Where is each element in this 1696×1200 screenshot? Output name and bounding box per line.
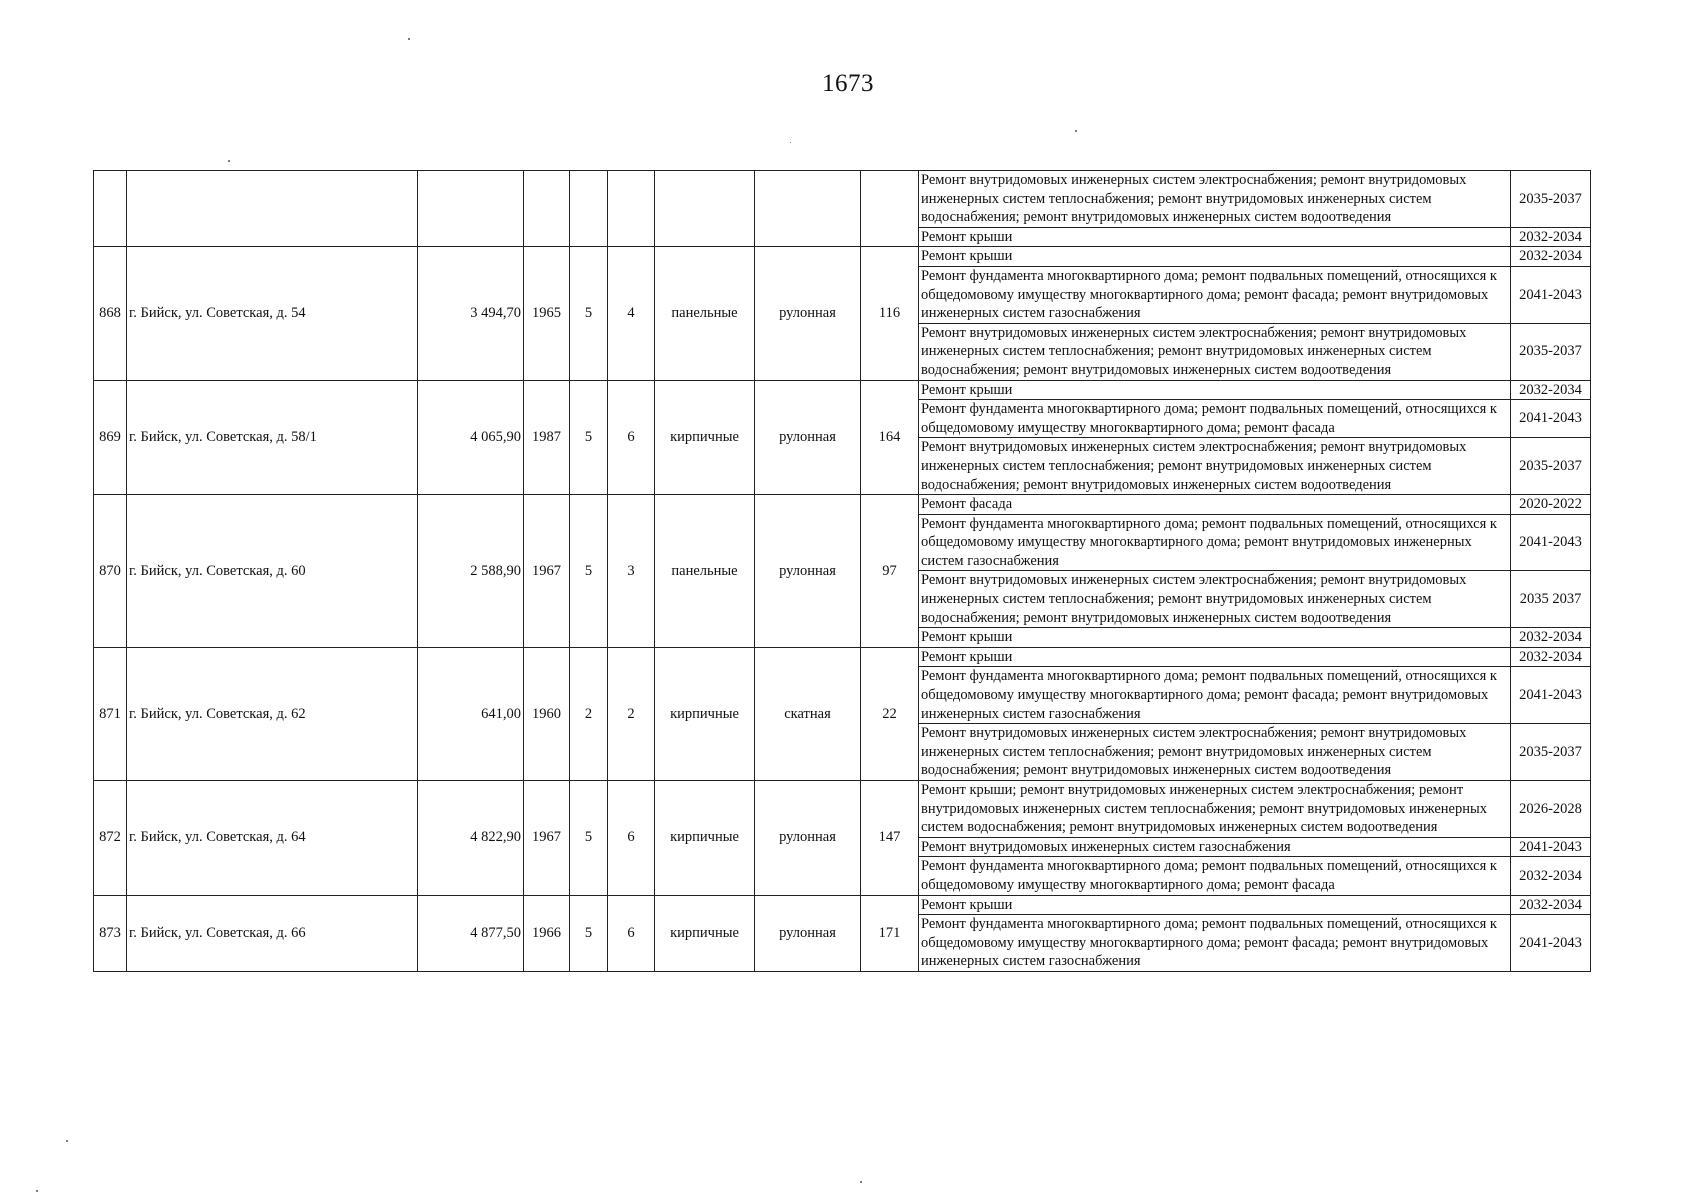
row-number: 870 — [94, 495, 127, 648]
work-period-cell: 2032-2034 — [1511, 247, 1591, 267]
address-cell: г. Бийск, ул. Советская, д. 62 — [127, 647, 418, 780]
year-cell: 1987 — [524, 380, 570, 495]
work-description-cell: Ремонт крыши — [919, 227, 1511, 247]
work-period-cell: 2035-2037 — [1511, 171, 1591, 228]
work-description-cell: Ремонт фундамента многоквартирного дома; ремонт подвальных помещений, относящихся к общедомовому имуществу многоквартирного дома; ремонт фасада — [919, 400, 1511, 438]
table-row — [94, 380, 1591, 400]
work-period-cell: 2032-2034 — [1511, 857, 1591, 895]
work-period-cell: 2032-2034 — [1511, 647, 1591, 667]
area-cell — [418, 171, 524, 247]
row-number: 873 — [94, 895, 127, 971]
address-cell: г. Бийск, ул. Советская, д. 60 — [127, 495, 418, 648]
work-description-cell: Ремонт фундамента многоквартирного дома; ремонт подвальных помещений, относящихся к общедомовому имуществу многоквартирного дома; ремонт фасада; ремонт внутридомовых инженерных систем газоснабжения — [919, 266, 1511, 323]
year-cell: 1966 — [524, 895, 570, 971]
roof-type-cell: рулонная — [755, 781, 861, 896]
floors-cell: 5 — [570, 895, 608, 971]
residents-cell: 164 — [861, 380, 919, 495]
work-description-cell: Ремонт крыши — [919, 895, 1511, 915]
walls-material-cell: кирпичные — [655, 380, 755, 495]
area-cell: 4 822,90 — [418, 781, 524, 896]
area-cell: 4 877,50 — [418, 895, 524, 971]
scan-speck — [790, 142, 791, 143]
work-period-cell: 2035-2037 — [1511, 438, 1591, 495]
work-period-cell: 2041-2043 — [1511, 266, 1591, 323]
work-description-cell: Ремонт крыши — [919, 247, 1511, 267]
walls-material-cell: кирпичные — [655, 781, 755, 896]
work-period-cell: 2035-2037 — [1511, 323, 1591, 380]
work-description-cell: Ремонт фасада — [919, 495, 1511, 515]
page-number: 1673 — [822, 70, 874, 97]
work-description-cell: Ремонт крыши; ремонт внутридомовых инженерных систем электроснабжения; ремонт внутридомовых инженерных систем теплоснабжения; ремонт внутридомовых инженерных систем водоснабжения; ремонт внутридомовых инженерных систем водоотведения — [919, 781, 1511, 838]
table-row — [94, 895, 1591, 915]
work-description-cell: Ремонт внутридомовых инженерных систем электроснабжения; ремонт внутридомовых инженерных систем теплоснабжения; ремонт внутридомовых инженерных систем водоснабжения; ремонт внутридомовых инженерных систем водоотведения — [919, 323, 1511, 380]
area-cell: 4 065,90 — [418, 380, 524, 495]
row-number: 869 — [94, 380, 127, 495]
walls-material-cell: панельные — [655, 495, 755, 648]
work-description-cell: Ремонт фундамента многоквартирного дома; ремонт подвальных помещений, относящихся к общедомовому имуществу многоквартирного дома; ремонт фасада; ремонт внутридомовых инженерных систем газоснабжения — [919, 915, 1511, 972]
work-description-cell: Ремонт крыши — [919, 628, 1511, 648]
floors-cell: 5 — [570, 247, 608, 380]
roof-type-cell: рулонная — [755, 247, 861, 380]
walls-material-cell — [655, 171, 755, 247]
residents-cell: 171 — [861, 895, 919, 971]
table-body — [94, 171, 1591, 972]
residents-cell: 97 — [861, 495, 919, 648]
year-cell: 1967 — [524, 495, 570, 648]
entrances-cell: 3 — [608, 495, 655, 648]
work-period-cell: 2035-2037 — [1511, 724, 1591, 781]
residents-cell: 116 — [861, 247, 919, 380]
work-period-cell: 2041-2043 — [1511, 915, 1591, 972]
area-cell: 641,00 — [418, 647, 524, 780]
work-description-cell: Ремонт фундамента многоквартирного дома; ремонт подвальных помещений, относящихся к общедомовому имуществу многоквартирного дома; ремонт фасада — [919, 857, 1511, 895]
work-description-cell: Ремонт крыши — [919, 647, 1511, 667]
year-cell: 1965 — [524, 247, 570, 380]
work-description-cell: Ремонт внутридомовых инженерных систем электроснабжения; ремонт внутридомовых инженерных систем теплоснабжения; ремонт внутридомовых инженерных систем водоснабжения; ремонт внутридомовых инженерных систем водоотведения — [919, 171, 1511, 228]
residents-cell: 147 — [861, 781, 919, 896]
area-cell: 2 588,90 — [418, 495, 524, 648]
residents-cell: 22 — [861, 647, 919, 780]
floors-cell: 2 — [570, 647, 608, 780]
floors-cell: 5 — [570, 781, 608, 896]
area-cell: 3 494,70 — [418, 247, 524, 380]
address-cell: г. Бийск, ул. Советская, д. 58/1 — [127, 380, 418, 495]
row-number: 872 — [94, 781, 127, 896]
scan-speck — [66, 1140, 68, 1142]
work-description-cell: Ремонт внутридомовых инженерных систем электроснабжения; ремонт внутридомовых инженерных систем теплоснабжения; ремонт внутридомовых инженерных систем водоснабжения; ремонт внутридомовых инженерных систем водоотведения — [919, 724, 1511, 781]
row-number: 871 — [94, 647, 127, 780]
row-number — [94, 171, 127, 247]
scan-speck — [228, 160, 230, 162]
scan-speck — [860, 1181, 862, 1183]
scan-speck — [408, 38, 410, 40]
housing-repair-table — [93, 170, 1591, 972]
year-cell — [524, 171, 570, 247]
walls-material-cell: кирпичные — [655, 895, 755, 971]
residents-cell — [861, 171, 919, 247]
work-period-cell: 2041-2043 — [1511, 837, 1591, 857]
address-cell: г. Бийск, ул. Советская, д. 54 — [127, 247, 418, 380]
roof-type-cell: рулонная — [755, 380, 861, 495]
entrances-cell — [608, 171, 655, 247]
floors-cell: 5 — [570, 380, 608, 495]
year-cell: 1960 — [524, 647, 570, 780]
floors-cell — [570, 171, 608, 247]
roof-type-cell: скатная — [755, 647, 861, 780]
year-cell: 1967 — [524, 781, 570, 896]
work-description-cell: Ремонт крыши — [919, 380, 1511, 400]
entrances-cell: 6 — [608, 781, 655, 896]
row-number: 868 — [94, 247, 127, 380]
work-description-cell: Ремонт фундамента многоквартирного дома; ремонт подвальных помещений, относящихся к общедомовому имуществу многоквартирного дома; ремонт фасада; ремонт внутридомовых инженерных систем газоснабжения — [919, 667, 1511, 724]
work-period-cell: 2041-2043 — [1511, 667, 1591, 724]
scan-speck — [1075, 130, 1077, 132]
address-cell: г. Бийск, ул. Советская, д. 66 — [127, 895, 418, 971]
work-period-cell: 2041-2043 — [1511, 400, 1591, 438]
roof-type-cell — [755, 171, 861, 247]
walls-material-cell: панельные — [655, 247, 755, 380]
work-description-cell: Ремонт фундамента многоквартирного дома; ремонт подвальных помещений, относящихся к общедомовому имуществу многоквартирного дома; ремонт внутридомовых инженерных систем газоснабжения — [919, 514, 1511, 571]
work-period-cell: 2032-2034 — [1511, 380, 1591, 400]
table-row — [94, 647, 1591, 667]
work-description-cell: Ремонт внутридомовых инженерных систем газоснабжения — [919, 837, 1511, 857]
table-row — [94, 171, 1591, 228]
table-row — [94, 781, 1591, 838]
entrances-cell: 2 — [608, 647, 655, 780]
entrances-cell: 4 — [608, 247, 655, 380]
work-period-cell: 2032-2034 — [1511, 628, 1591, 648]
address-cell: г. Бийск, ул. Советская, д. 64 — [127, 781, 418, 896]
table-row — [94, 495, 1591, 515]
scan-speck — [36, 1190, 38, 1192]
work-period-cell: 2032-2034 — [1511, 227, 1591, 247]
floors-cell: 5 — [570, 495, 608, 648]
work-period-cell: 2020-2022 — [1511, 495, 1591, 515]
entrances-cell: 6 — [608, 380, 655, 495]
walls-material-cell: кирпичные — [655, 647, 755, 780]
roof-type-cell: рулонная — [755, 495, 861, 648]
address-cell — [127, 171, 418, 247]
entrances-cell: 6 — [608, 895, 655, 971]
table-row — [94, 247, 1591, 267]
work-period-cell: 2032-2034 — [1511, 895, 1591, 915]
roof-type-cell: рулонная — [755, 895, 861, 971]
work-description-cell: Ремонт внутридомовых инженерных систем электроснабжения; ремонт внутридомовых инженерных систем теплоснабжения; ремонт внутридомовых инженерных систем водоснабжения; ремонт внутридомовых инженерных систем водоотведения — [919, 438, 1511, 495]
work-period-cell: 2041-2043 — [1511, 514, 1591, 571]
work-description-cell: Ремонт внутридомовых инженерных систем электроснабжения; ремонт внутридомовых инженерных систем теплоснабжения; ремонт внутридомовых инженерных систем водоснабжения; ремонт внутридомовых инженерных систем водоотведения — [919, 571, 1511, 628]
work-period-cell: 2026-2028 — [1511, 781, 1591, 838]
work-period-cell: 2035 2037 — [1511, 571, 1591, 628]
